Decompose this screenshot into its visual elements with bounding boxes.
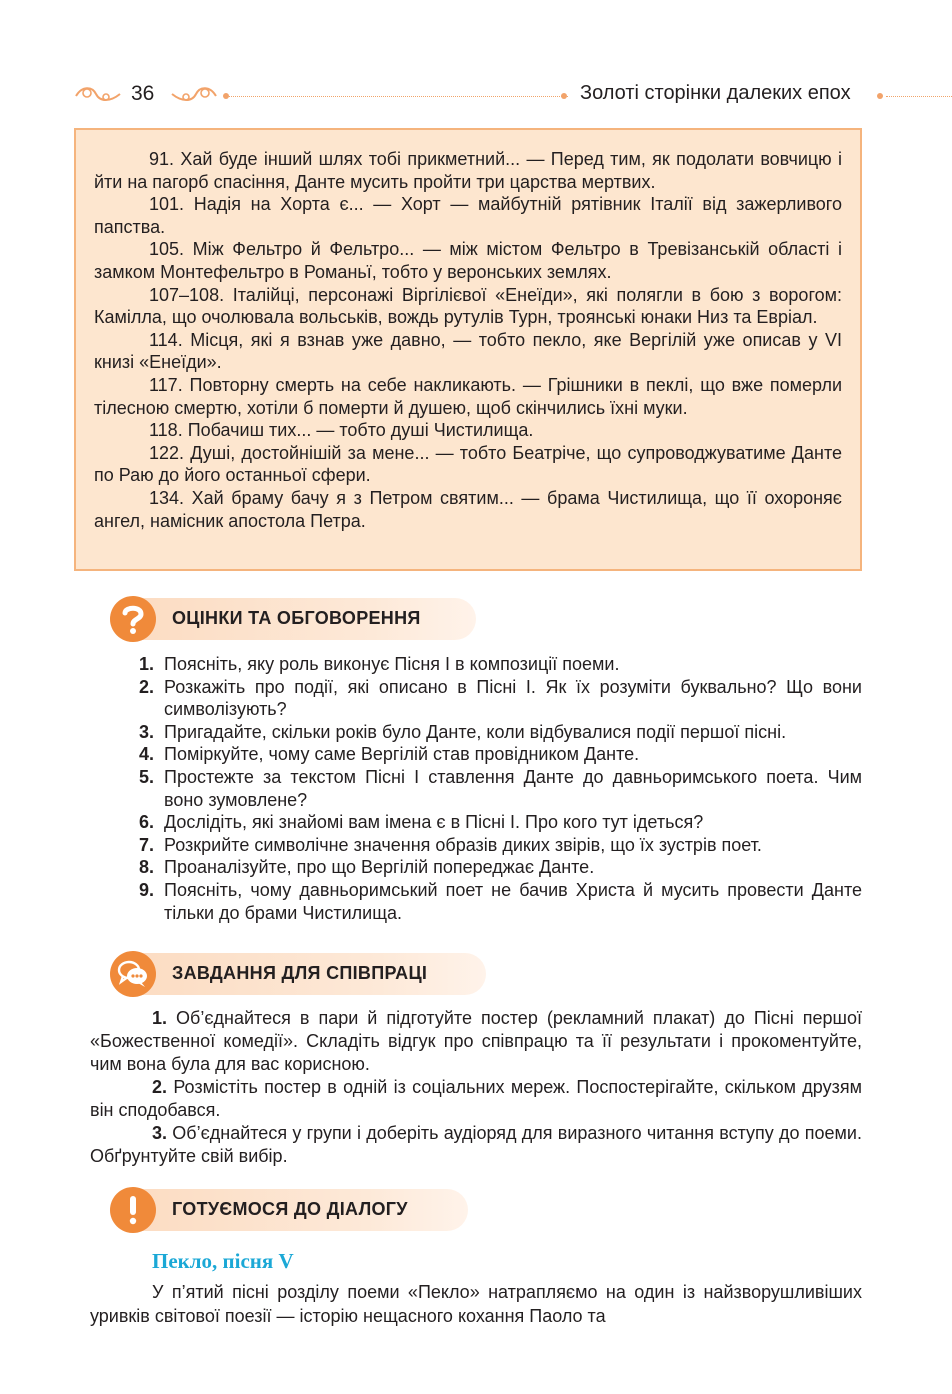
section-title: ОЦІНКИ ТА ОБГОВОРЕННЯ: [172, 608, 421, 628]
question-number: 8.: [138, 857, 154, 878]
question-text: Розкажіть про події, які описано в Пісні І. Як їх розуміти буквально? Що вони символізують?: [164, 676, 862, 720]
question-text: Поміркуйте, чому саме Вергілій став провідником Данте.: [164, 744, 640, 765]
question-mark-icon: [110, 596, 156, 642]
question-number: 2.: [138, 676, 154, 697]
exclamation-icon: [110, 1187, 156, 1233]
list-item: [130, 856, 862, 879]
task-number: 1.: [152, 1008, 168, 1028]
task-item: [90, 1076, 862, 1122]
page-number: 36: [131, 82, 155, 105]
question-number: 4.: [138, 744, 154, 765]
question-number: 6.: [138, 812, 154, 833]
question-text: Поясніть, чому давньоримський поет не бачив Христа й мусить провести Данте тільки до брами Чистилища.: [164, 879, 862, 923]
commentary-notes-box: [74, 128, 862, 571]
list-item: [130, 811, 862, 834]
subheading: Пекло, пісня V: [152, 1249, 294, 1273]
header-dot: [561, 93, 567, 99]
note-item: 114. Місця, які я взнав уже давно, — тобто пекло, яке Вергілій уже описав у VI книзі «Енеїди».: [94, 329, 842, 373]
task-item: [90, 1122, 862, 1168]
question-text: Простежте за текстом Пісні І ставлення Данте до давньоримського поета. Чим воно зумовлене?: [164, 766, 862, 810]
note-item: 107–108. Італійці, персонажі Віргілієвої «Енеїди», які полягли в бою з ворогом: Камілла, що очолювала вольськів, вождь рутулів Турн, троянські юнаки Низ та Евріал.: [94, 284, 842, 328]
note-item: 134. Хай браму бачу я з Петром святим... — брама Чистилища, що її охороняє ангел, намісник апостола Петра.: [94, 487, 842, 531]
ornament-left-icon: [74, 84, 122, 106]
page-header: [0, 80, 952, 112]
note-item: 117. Повторну смерть на себе накликають. — Грішники в пеклі, що вже померли тілесною смертю, хотіли б померти й душею, щоб скінчились їхні муки.: [94, 374, 842, 418]
note-item: 118. Побачиш тих... — тобто душі Чистилища.: [149, 420, 534, 441]
question-text: Дослідіть, які знайомі вам імена є в Пісні І. Про кого тут ідеться?: [164, 812, 704, 833]
speech-bubbles-icon: [110, 951, 156, 997]
header-dot: [877, 93, 883, 99]
question-number: 3.: [138, 721, 154, 742]
header-rule: [886, 96, 952, 97]
list-item: [130, 653, 862, 676]
list-item: [130, 834, 862, 857]
list-item: [130, 743, 862, 766]
note-item: 105. Між Фельтро й Фельтро... — між містом Фельтро в Тревізанській області і замком Монтефельтро в Романьї, тобто у веронських землях.: [94, 239, 842, 282]
body-paragraph: У п’ятий пісні розділу поеми «Пекло» натрапляємо на один із найзворушливіших уривків світової поезії — історію нещасного кохання Паоло та: [90, 1282, 862, 1326]
question-number: 1.: [138, 654, 154, 674]
note-item: 122. Душі, достойнішій за мене... — тобто Беатріче, що супроводжуватиме Данте по Раю до його останньої сфери.: [94, 442, 842, 486]
cooperation-tasks: [90, 1007, 862, 1168]
question-number: 7.: [138, 834, 154, 855]
section-title: ГОТУЄМОСЯ ДО ДІАЛОГУ: [172, 1199, 408, 1219]
question-text: Розкрийте символічне значення образів диких звірів, що їх зустрів поет.: [164, 834, 762, 855]
list-item: [130, 879, 862, 924]
task-text: Об’єднайтеся в пари й підготуйте постер (рекламний плакат) до Пісні першої «Божественної комедії». Складіть відгук про співпрацю та її результати і прокоментуйте, чим вона була для вас корисною.: [90, 1008, 862, 1074]
list-item: [130, 676, 862, 721]
question-list: [130, 653, 862, 924]
running-title: Золоті сторінки далеких епох: [580, 82, 851, 104]
list-item: [130, 721, 862, 744]
question-text: Проаналізуйте, про що Вергілій попереджає Данте.: [164, 857, 595, 878]
question-text: Поясніть, яку роль виконує Пісня І в композиції поеми.: [164, 654, 620, 674]
task-text: Об’єднайтеся у групи і доберіть аудіоряд для виразного читання вступу до поеми. Обґрунтуйте свій вибір.: [90, 1123, 862, 1166]
ornament-right-icon: [170, 84, 218, 106]
question-number: 9.: [138, 879, 154, 900]
question-text: Пригадайте, скільки років було Данте, коли відбувалися події першої пісні.: [164, 721, 787, 742]
section-title: ЗАВДАННЯ ДЛЯ СПІВПРАЦІ: [172, 963, 428, 983]
task-item: [90, 1007, 862, 1076]
task-number: 3.: [152, 1123, 168, 1143]
header-rule: [226, 96, 568, 97]
task-number: 2.: [152, 1077, 168, 1097]
note-item: 101. Надія на Хорта є... — Хорт — майбутній рятівник Італії від зажерливого папства.: [94, 194, 842, 237]
question-number: 5.: [138, 766, 154, 787]
note-item: 91. Хай буде інший шлях тобі прикметний... — Перед тим, як подолати вовчицю і йти на пагорб спасіння, Данте мусить пройти три царства мертвих.: [94, 149, 842, 192]
task-text: Розмістіть постер в одній із соціальних мереж. Поспостерігайте, скільком друзям він сподобався.: [90, 1077, 862, 1120]
list-item: [130, 766, 862, 811]
